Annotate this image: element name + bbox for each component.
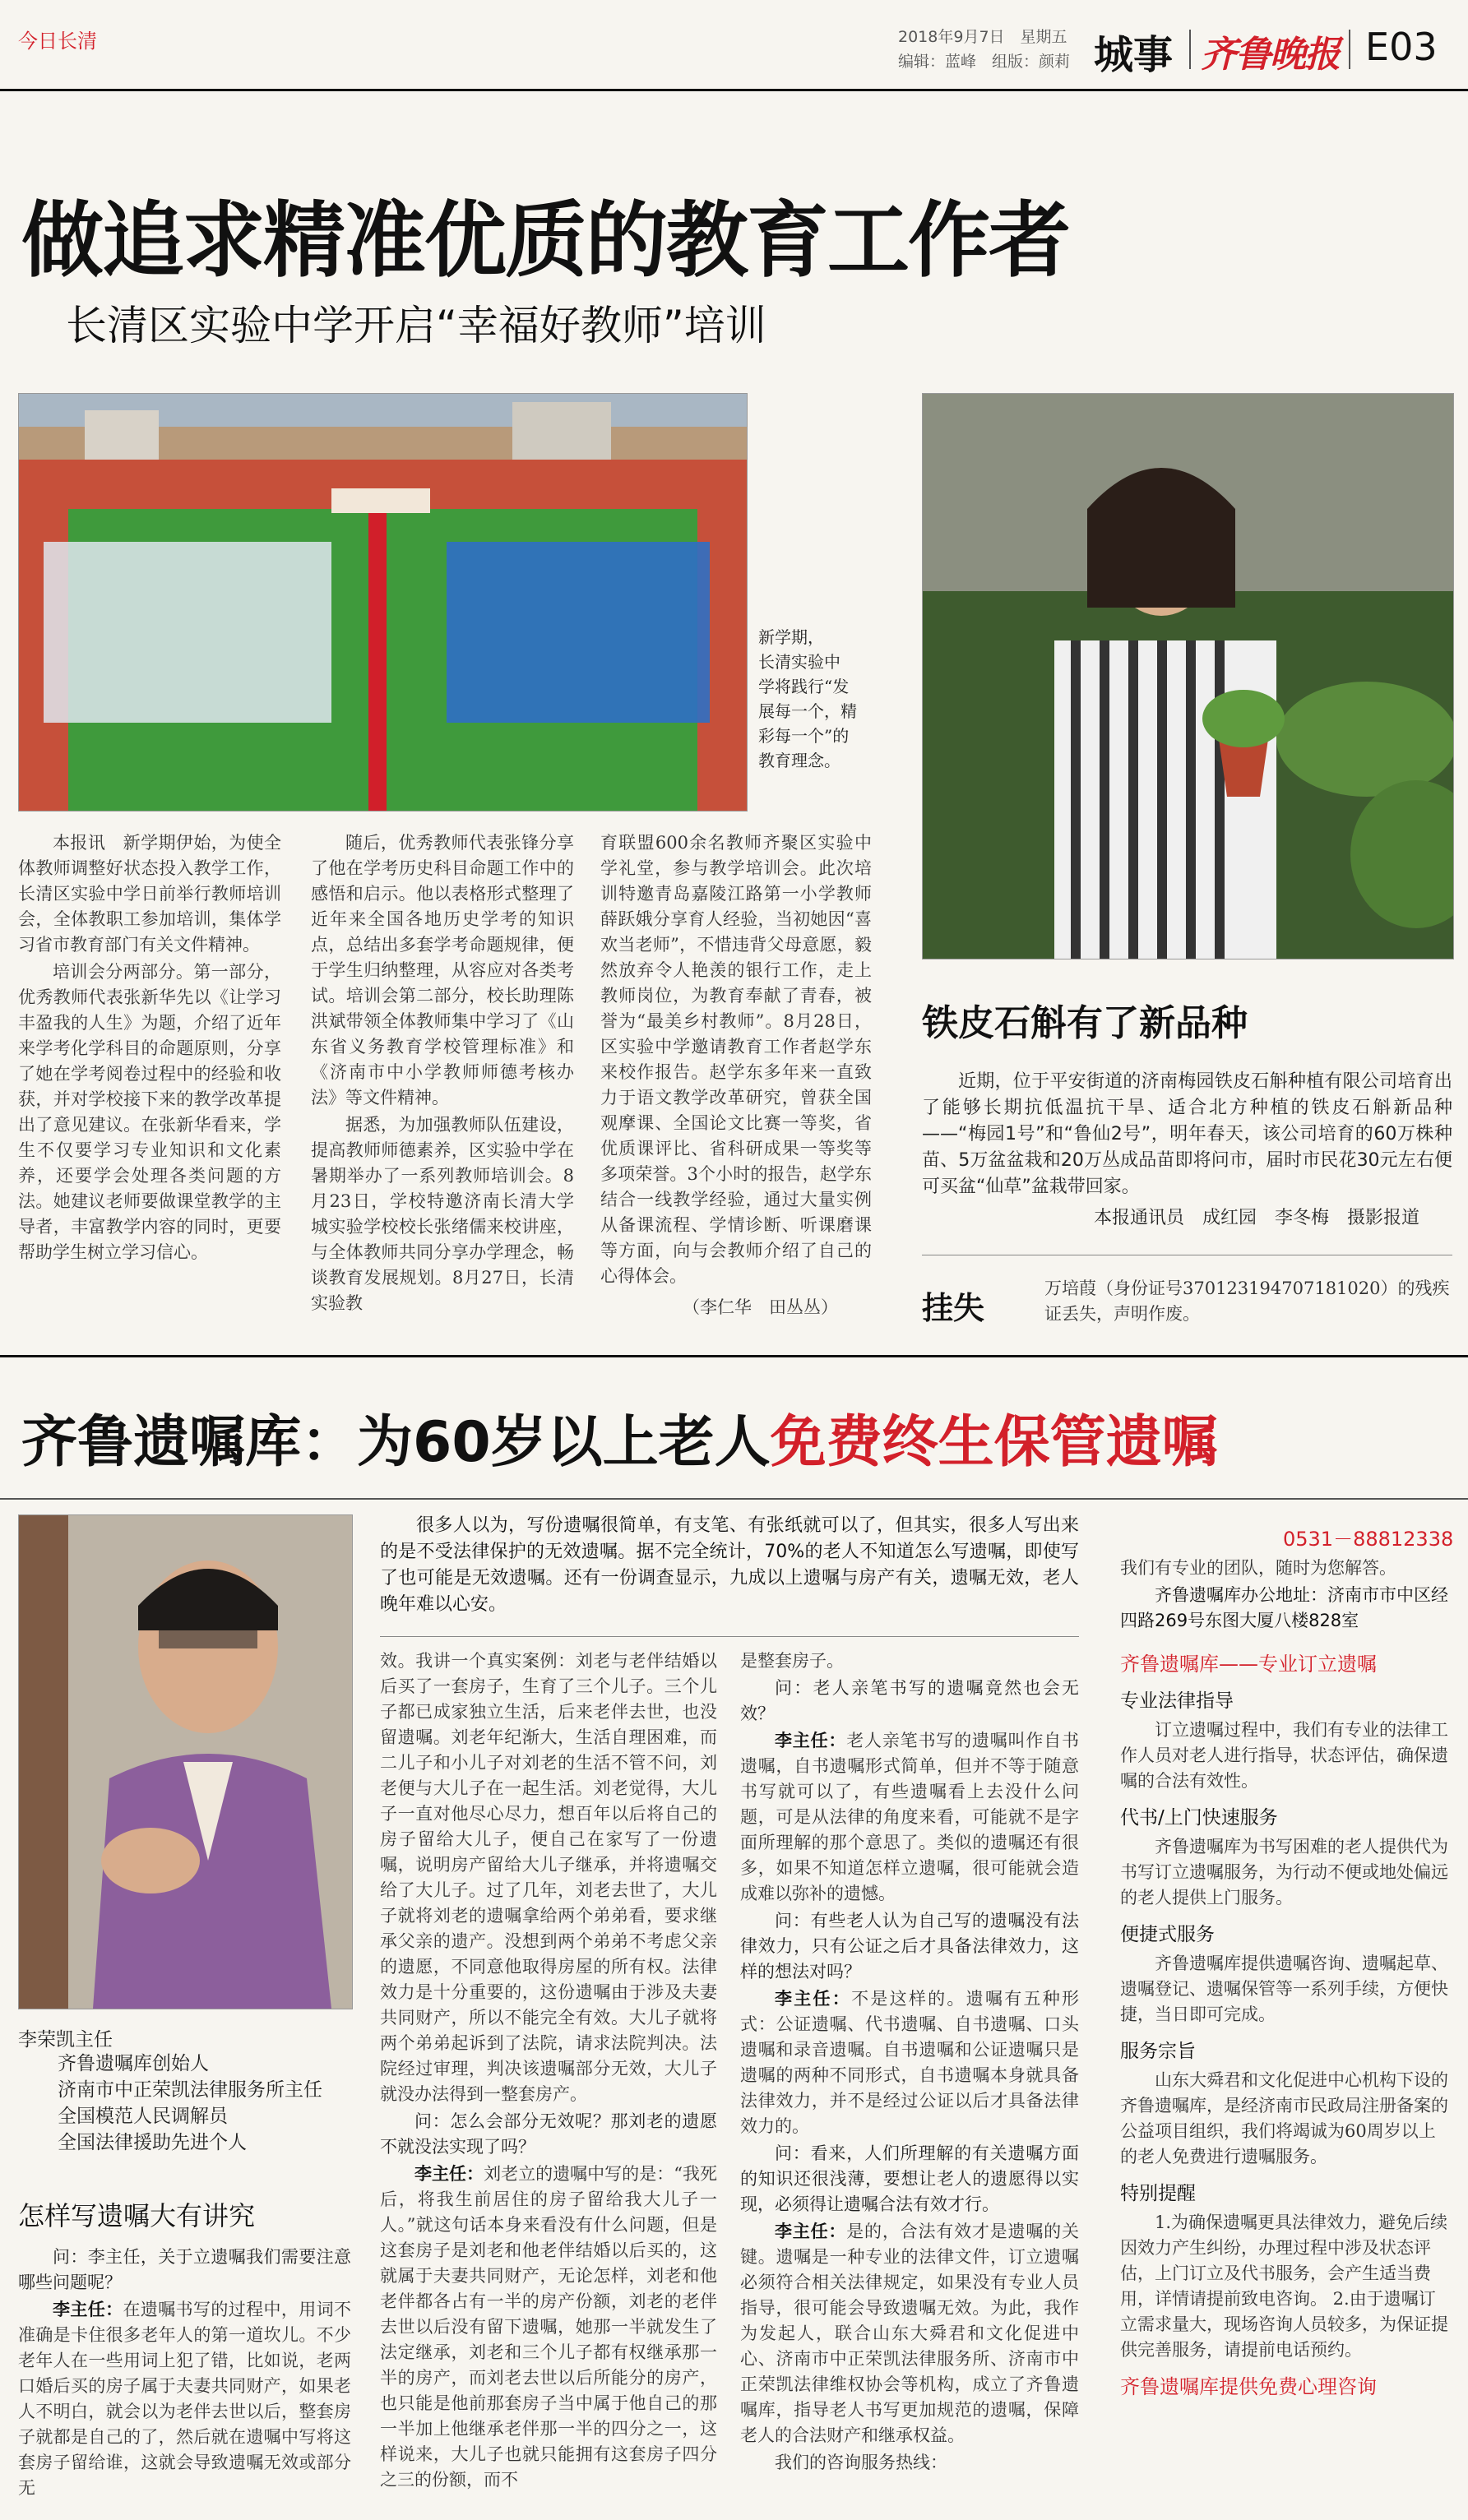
question: 问：有些老人认为自己写的遗嘱没有法律效力，只有公证之后才具备法律效力，这样的想法对吗？: [740, 1911, 1079, 1981]
paragraph: 培训会分两部分。第一部分，优秀教师代表张新华先以《让学习丰盈我的人生》为题，介绍了近年来学考化学科目的命题原则，分享了她在学考阅卷过程中的经验和收获，并对学校接下来的教学改革提出了意见建议。在张新华看来，学生不仅要学习专业知识和文化素养，还要学会处理各类问题的方法。她建议老师要做课堂教学的主导者，丰富教学内容的同时，更要帮助学生树立学习信心。: [18, 962, 281, 1262]
section-label: 今日长清: [18, 30, 97, 53]
photo-caption: [758, 625, 873, 773]
service-body: 1.为确保遗嘱更具法律效力，避免后续因效力产生纠纷，办理过程中涉及状态评估，上门订立及代书服务，会产生适当费用，详情请提前致电咨询。 2.由于遗嘱订立需求量大，现场咨询人员较多，为保证提供完善服务，请提前电话预约。: [1120, 2213, 1448, 2360]
main-headline: 做追求精准优质的教育工作者: [21, 192, 1069, 289]
section-rule: [0, 1355, 1468, 1357]
notice-body: 万培葭（身份证号370123194707181020）的残疾证丢失，声明作废。: [1044, 1278, 1450, 1324]
service-body: 齐鲁遗嘱库提供遗嘱咨询、遗嘱起草、遗嘱登记、遗嘱保管等一系列手续，方便快捷，当日即可完成。: [1120, 1954, 1448, 2024]
article2-headline: 铁皮石斛有了新品种: [922, 1002, 1248, 1044]
caption-line: 学将践行“发: [758, 677, 850, 696]
answer: [380, 2162, 717, 2493]
director-portrait: [18, 1514, 353, 2009]
page-number: E03: [1365, 25, 1438, 69]
person-title: 济南市中正荣凯法律服务所主任: [58, 2079, 322, 2101]
article-column: [600, 830, 872, 1291]
service-title: 代书/上门快速服务: [1120, 1807, 1278, 1829]
paragraph: 近期，位于平安街道的济南梅园铁皮石斛种植有限公司培育出了能够长期抗低温抗干旱、适合北方种植的铁皮石斛新品种——“梅园1号”和“鲁仙2号”，明年春天，该公司培育的60万株种苗、5万盆盆栽和20万丛成品苗即将问市，届时市民花30元左右便可买盆“仙草”盆栽带回家。: [922, 1071, 1452, 1197]
feature-headline-main: 齐鲁遗嘱库：为60岁以上老人: [21, 1410, 771, 1475]
paragraph: 我们的咨询服务热线：: [775, 2453, 947, 2472]
article-byline: （李仁华 田丛丛）: [683, 1297, 838, 1317]
team-line: 我们有专业的团队，随时为您解答。: [1120, 1558, 1396, 1578]
section-rule: [0, 1498, 1468, 1500]
editors-line: 编辑：蓝峰 组版：颜莉: [898, 53, 1071, 71]
hotline-phone: 0531－88812338: [1283, 1528, 1454, 1551]
service-title: 特别提醒: [1120, 2183, 1196, 2204]
feature-column-right: [740, 1648, 1079, 2516]
feature-column-left: [18, 2245, 351, 2516]
paragraph: 是整套房子。: [740, 1651, 844, 1671]
answer: [740, 2219, 1079, 2448]
issue-date: 2018年9月7日 星期五: [898, 28, 1067, 46]
header-divider: [1189, 30, 1191, 69]
answer-text: 在遗嘱书写的过程中，用词不准确是卡住很多老年人的第一道坎儿。不少老年人在一些用词上犯了错，比如说，老两口婚后买的房子属于夫妻共同财产，如果老人不明白，就会以为老伴去世以后，整套房子就都是自己的了，然后就在遗嘱中写将这套房子留给谁，这就会导致遗嘱无效或部分无: [18, 2300, 351, 2498]
speaker-label: 李主任：: [775, 1989, 852, 2009]
question: 问：李主任，关于立遗嘱我们需要注意哪些问题呢？: [18, 2247, 351, 2292]
speaker-label: 李主任：: [414, 2164, 484, 2184]
service-title: 便捷式服务: [1120, 1924, 1215, 1945]
caption-line: 长清实验中: [758, 652, 841, 672]
service-body: 齐鲁遗嘱库为书写困难的老人提供代为书写订立遗嘱服务，为行动不便或地处偏远的老人提供上门服务。: [1120, 1837, 1448, 1907]
person-title: 全国模范人民调解员: [58, 2106, 228, 2127]
speaker-label: 李主任：: [53, 2300, 123, 2319]
header-divider: [1349, 30, 1350, 69]
sidebar-slogan: 齐鲁遗嘱库——专业订立遗嘱: [1120, 1653, 1377, 1676]
feature-column-middle: [380, 1648, 717, 2516]
paragraph: 随后，优秀教师代表张锋分享了他在学考历史科目命题工作中的感悟和启示。他以表格形式整理了近年来全国各地历史学考的知识点，总结出多套学考命题规律，便于学生归纳整理，从容应对各类考试。培训会第二部分，校长助理陈洪斌带领全体教师集中学习了《山东省义务教育学校管理标准》和《济南市中小学教师师德考核办法》等文件精神。: [311, 833, 574, 1107]
orchid-grower-image: [923, 394, 1453, 959]
service-body: 订立遗嘱过程中，我们有专业的法律工作人员对老人进行指导，状态评估，确保遗嘱的合法有效性。: [1120, 1720, 1448, 1791]
article2-body: [922, 1069, 1452, 1200]
notice-title: 挂失: [922, 1290, 985, 1326]
speaker-label: 李主任：: [775, 1731, 847, 1750]
feature-headline-highlight: 免费终生保管遗嘱: [770, 1410, 1218, 1475]
answer-text: 老人亲笔书写的遗嘱叫作自书遗嘱，自书遗嘱形式简单，但并不等于随意书写就可以了，有些遗嘱看上去没什么问题，可是从法律的角度来看，可能就不是字面所理解的那个意思了。类似的遗嘱还有很多，如果不知道怎样立遗嘱，很可能就会造成难以弥补的遗憾。: [740, 1731, 1079, 1903]
orchid-grower-photo: [922, 393, 1454, 959]
answer: [18, 2297, 351, 2501]
service-title: 服务宗旨: [1120, 2041, 1196, 2062]
answer: [740, 1728, 1079, 1907]
answer-text: 刘老立的遗嘱中写的是：“我死后，将我生前居住的房子留给我大儿子一人。”就这句话本身来看没有什么问题，但是这套房子是刘老和他老伴结婚以后买的，这就属于夫妻共同财产，无论怎样，刘老和他老伴都各占有一半的房产份额，刘老的老伴去世以后没有留下遗嘱，她那一半就发生了法定继承，刘老和三个儿子都有权继承那一半的房产，而刘老去世以后所能分的房产，也只能是他前那套房子当中属于他自己的那一半加上他继承老伴那一半的四分之一，这样说来，大儿子也就只能拥有这套房子四分之三的份额，而不: [380, 2164, 717, 2490]
paragraph: 本报讯 新学期伊始，为使全体教师调整好状态投入教学工作，长清区实验中学日前举行教师培训会，全体教职工参加培训，集体学习省市教育部门有关文件精神。: [18, 833, 281, 955]
school-ceremony-photo: [18, 393, 748, 811]
caption-line: 新学期，: [758, 627, 824, 647]
article-column: [311, 830, 574, 1324]
question: 问：老人亲笔书写的遗嘱竟然也会无效？: [740, 1678, 1079, 1723]
sidebar-footer: 齐鲁遗嘱库提供免费心理咨询: [1120, 2375, 1377, 2398]
feature-sidebar: [1120, 1556, 1452, 2513]
section-name: 城事: [1094, 32, 1174, 78]
intro-rule: [380, 1636, 1079, 1637]
person-title: 齐鲁遗嘱库创始人: [58, 2053, 209, 2074]
article-column: [18, 830, 281, 1324]
article2-byline: 本报通讯员 成红园 李冬梅 摄影报道: [1094, 1208, 1420, 1228]
main-subhead: 长清区实验中学开启“幸福好教师”培训: [66, 302, 766, 349]
feature-headline: [21, 1398, 1218, 1477]
paragraph: 效。我讲一个真实案例：刘老与老伴结婚以后买了一套房子，生育了三个儿子。三个儿子都已成家独立生活，后来老伴去世，也没留遗嘱。刘老年纪渐大，生活自理困难，而二儿子和小儿子对刘老的生活不管不问，刘老便与大儿子在一起生活。刘老觉得，大儿子一直对他尽心尽力，想百年以后将自己的房子留给大儿子，便自己在家写了一份遗嘱，说明房产留给大儿子继承，并将遗嘱交给了大儿子。过了几年，刘老去世了，大儿子就将刘老的遗嘱拿给两个弟弟看，要求继承父亲的遗产。没想到两个弟弟不考虑父亲的遗愿，不同意他取得房屋的所有权。法律效力是十分重要的，这份遗嘱由于涉及夫妻共同财产，所以不能完全有效。大儿子就将两个弟弟起诉到了法院，请求法院判决。法院经过审理，判决该遗嘱部分无效，大儿子就没办法得到一整套房产。: [380, 1651, 717, 2104]
question: 问：看来，人们所理解的有关遗嘱方面的知识还很浅薄，要想让老人的遗愿得以实现，必须得让遗嘱合法有效才行。: [740, 2143, 1079, 2214]
school-ceremony-image: [19, 394, 747, 811]
header-rule: [0, 89, 1468, 91]
caption-line: 教育理念。: [758, 751, 841, 770]
answer-text: 不是这样的。遗嘱有五种形式：公证遗嘱、代书遗嘱、自书遗嘱、口头遗嘱和录音遗嘱。自书遗嘱和公证遗嘱只是遗嘱的两种不同形式，自书遗嘱本身就具备法律效力，并不是经过公证以后才具备法律效力的。: [740, 1989, 1079, 2136]
answer-text: 是的，合法有效才是遗嘱的关键。遗嘱是一种专业的法律文件，订立遗嘱必须符合相关法律规定，如果没有专业人员指导，很可能会导致遗嘱无效。为此，我作为发起人，联合山东大舜君和文化促进中心、济南市中正荣凯法律服务所、济南市中正荣凯法律维权协会等机构，成立了齐鲁遗嘱库，指导老人书写更加规范的遗嘱，保障老人的合法财产和继承权益。: [740, 2222, 1079, 2445]
feature-intro: 很多人以为，写份遗嘱很简单，有支笔、有张纸就可以了，但其实，很多人写出来的是不受法律保护的无效遗嘱。据不完全统计，70%的老人不知道怎么写遗嘱，即使写了也可能是无效遗嘱。还有一份调查显示，九成以上遗嘱与房产有关，遗嘱无效，老人晚年难以心安。: [380, 1515, 1079, 1615]
caption-line: 彩每一个”的: [758, 726, 850, 746]
feature-subhead: 怎样写遗嘱大有讲究: [18, 2200, 256, 2231]
service-title: 专业法律指导: [1120, 1690, 1234, 1712]
caption-line: 展每一个，精: [758, 701, 857, 721]
speaker-label: 李主任：: [775, 2222, 847, 2241]
person-name: 李荣凯主任: [18, 2029, 113, 2051]
director-portrait-image: [19, 1515, 352, 2009]
newspaper-logo: 齐鲁晚报: [1201, 34, 1339, 76]
paragraph: 据悉，为加强教师队伍建设，提高教师师德素养，区实验中学在暑期举办了一系列教师培训会。8月23日，学校特邀济南长清大学城实验学校校长张绪儒来校讲座，与全体教师共同分享办学理念，畅谈教育发展规划。8月27日，长清实验教: [311, 1115, 574, 1313]
person-titles: [58, 2051, 322, 2156]
service-body: 山东大舜君和文化促进中心机构下设的齐鲁遗嘱库，是经济南市民政局注册备案的公益项目组织，我们将竭诚为60周岁以上的老人免费进行遗嘱服务。: [1120, 2070, 1448, 2166]
answer: [740, 1986, 1079, 2139]
person-title: 全国法律援助先进个人: [58, 2132, 247, 2153]
question: 问：怎么会部分无效呢？那刘老的遗愿不就没法实现了吗？: [380, 2111, 717, 2157]
office-address: 齐鲁遗嘱库办公地址：济南市市中区经四路269号东图大厦八楼828室: [1120, 1585, 1448, 1630]
paragraph: 育联盟600余名教师齐聚区实验中学礼堂，参与教学培训会。此次培训特邀青岛嘉陵江路第一小学教师薛跃娥分享育人经验，当初她因“喜欢当老师”，不惜违背父母意愿，毅然放弃令人艳羡的银行工作，走上教师岗位，为教育奉献了青春，被誉为“最美乡村教师”。8月28日，区实验中学邀请教育工作者赵学东来校作报告。赵学东多年来一直致力于语文教学改革研究，曾获全国观摩课、全国论文比赛一等奖，省优质课评比、省科研成果一等奖等多项荣誉。3个小时的报告，赵学东结合一线教学经验，通过大量实例从备课流程、学情诊断、听课磨课等方面，向与会教师介绍了自己的心得体会。: [600, 833, 872, 1286]
